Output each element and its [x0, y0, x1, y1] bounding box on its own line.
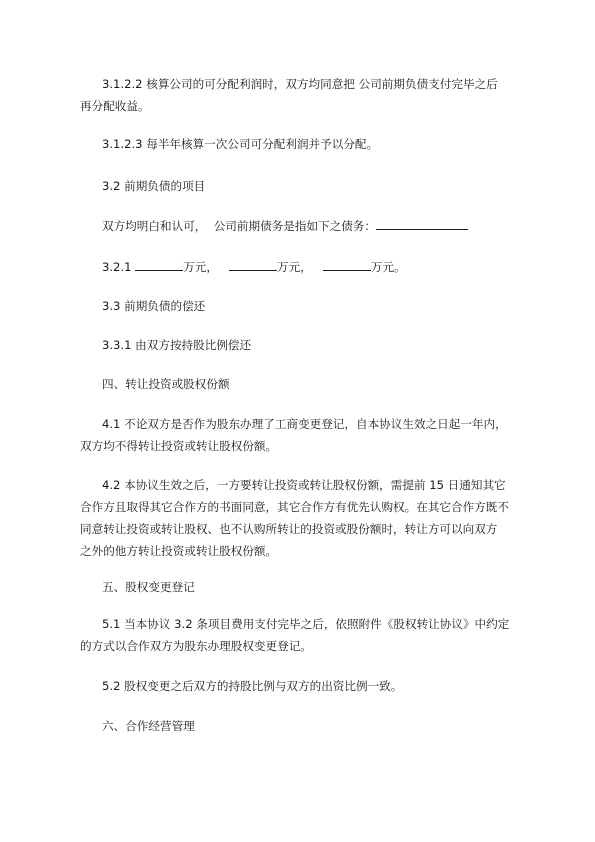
paragraph-3-1-2-3: 3.1.2.3 每半年核算一次公司可分配利润并予以分配。	[102, 137, 379, 151]
paragraph-line: 之外的他方转让投资或转让股权份额。	[80, 544, 278, 558]
heading-3-2: 3.2 前期负债的项目	[102, 179, 206, 193]
paragraph-4-1	[80, 413, 520, 457]
heading-section-4: 四、转让投资或股权份额	[102, 377, 230, 391]
amount-blank-1[interactable]	[135, 257, 183, 271]
paragraph-line: 4.2 本协议生效之后，一方要转让投资或转让股权份额，需提前 15 日通知其它	[102, 478, 506, 492]
paragraph-line: 的方式以合作双方为股东办理股权变更登记。	[80, 639, 312, 653]
heading-section-6: 六、合作经营管理	[102, 719, 195, 733]
paragraph-4-2	[80, 474, 520, 562]
item-number: 3.2.1	[102, 260, 136, 274]
paragraph-line: 再分配收益。	[80, 99, 150, 113]
paragraph-5-2: 5.2 股权变更之后双方的持股比例与双方的出资比例一致。	[102, 679, 403, 693]
paragraph-text: 双方均明白和认可， 公司前期债务是指如下之债务：	[102, 219, 377, 233]
unit-label: 万元。	[370, 260, 406, 274]
paragraph-line: 合作方且取得其它合作方的书面同意，其它合作方有优先认购权。在其它合作方既不	[80, 500, 509, 514]
paragraph-line: 5.1 当本协议 3.2 条项目费用支付完毕之后，依照附件《股权转让协议》中约定	[102, 617, 510, 631]
paragraph-line: 3.1.2.2 核算公司的可分配利润时，双方均同意把 公司前期负债支付完毕之后	[102, 77, 498, 91]
paragraph-line: 4.1 不论双方是否作为股东办理了工商变更登记，自本协议生效之日起一年内，	[102, 417, 507, 431]
paragraph-5-1	[80, 613, 520, 657]
paragraph-3-2-1	[80, 256, 520, 278]
amount-blank-3[interactable]	[323, 257, 371, 271]
unit-label: 万元，	[277, 260, 312, 274]
paragraph-3-1-2-2	[80, 73, 520, 117]
heading-3-3: 3.3 前期负债的偿还	[102, 299, 206, 313]
paragraph-3-3-1: 3.3.1 由双方按持股比例偿还	[102, 338, 252, 352]
fill-in-blank[interactable]	[376, 216, 468, 230]
heading-section-5: 五、股权变更登记	[102, 580, 195, 594]
paragraph-line: 同意转让投资或转让股权、也不认购所转让的投资或股份额时，转让方可以向双方	[80, 522, 498, 536]
amount-blank-2[interactable]	[229, 257, 277, 271]
unit-label: 万元，	[183, 260, 218, 274]
paragraph-debt-definition	[80, 215, 520, 237]
paragraph-line: 双方均不得转让投资或转让股权份额。	[80, 439, 278, 453]
